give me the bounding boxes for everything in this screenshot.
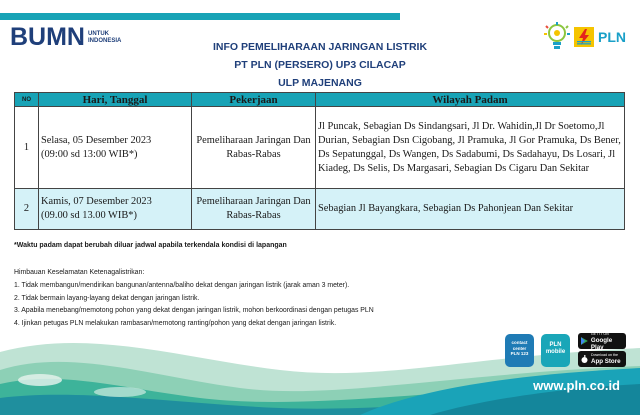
row-job: Pemeliharaan Jaringan Dan Rabas-Rabas bbox=[192, 189, 316, 230]
bumn-logo-subtext: UNTUK INDONESIA bbox=[88, 30, 122, 44]
play-store-icon bbox=[581, 337, 588, 345]
row-area: Sebagian Jl Bayangkara, Sebagian Ds Pahonjean Dan Sekitar bbox=[316, 189, 625, 230]
row-time: (09:00 sd 13:00 WIB*) bbox=[41, 148, 138, 160]
top-accent-bar bbox=[0, 13, 400, 20]
table-header-row bbox=[15, 93, 625, 107]
google-play-badge[interactable]: GET IT ON Google Play bbox=[578, 333, 626, 349]
header-area: Wilayah Padam bbox=[316, 93, 625, 107]
safety-item: 4. Ijinkan petugas PLN melakukan rambasan/memotong ranting/pohon yang dekat dengan jaringan listrik. bbox=[14, 320, 337, 328]
safety-heading: Himbauan Keselamatan Ketenagalistrikan: bbox=[14, 269, 145, 276]
schedule-note: *Waktu padam dapat berubah diluar jadwal apabila terkendala kondisi di lapangan bbox=[14, 242, 287, 249]
row-date-cell bbox=[39, 189, 192, 230]
page-title: INFO PEMELIHARAAN JARINGAN LISTRIK bbox=[212, 41, 428, 53]
table-row bbox=[15, 107, 625, 189]
unit-title: ULP MAJENANG bbox=[278, 77, 362, 89]
pln-mobile-app-icon[interactable]: PLN mobile bbox=[541, 334, 570, 367]
row-area: Jl Puncak, Sebagian Ds Sindangsari, Jl Dr. Wahidin,Jl Dr Soetomo,Jl Durian, Sebagian Dsn Cigobang, Jl Pramuka, Jl Gor Pramuka, Ds Bener, Ds Sepatunggal, Ds Wangen, Ds Sadabumi, Ds Sadahayu, Ds Losari, Jl Kiadeg, Ds Selis, Ds Margasari, Sebagian Ds Cigaru Dan Sekitar bbox=[316, 107, 625, 189]
bumn-logo-text: BUMN bbox=[10, 23, 85, 51]
header-date: Hari, Tanggal bbox=[39, 93, 192, 107]
row-date: Selasa, 05 Desember 2023 bbox=[41, 134, 152, 146]
safety-item: 1. Tidak membangun/mendirikan bangunan/antenna/baliho dekat dengan jaringan listrik (jarak aman 3 meter). bbox=[14, 281, 350, 289]
safety-item: 3. Apabila menebang/memotong pohon yang dekat dengan jaringan listrik, mohon berkoordinasi dengan petugas PLN bbox=[14, 307, 374, 315]
outage-schedule-table bbox=[14, 92, 625, 230]
header-job: Pekerjaan bbox=[192, 93, 316, 107]
header-no: NO bbox=[15, 93, 39, 107]
safety-item: 2. Tidak bermain layang-layang dekat dengan jaringan listrik. bbox=[14, 294, 200, 302]
app-store-badge[interactable]: Download on the App Store bbox=[578, 351, 626, 367]
contact-center-app-icon[interactable]: contact center PLN 123 bbox=[505, 334, 534, 367]
row-time: (09.00 sd 13.00 WIB*) bbox=[41, 210, 137, 221]
row-number: 2 bbox=[15, 189, 39, 230]
table-row bbox=[15, 189, 625, 230]
row-date-cell bbox=[39, 107, 192, 189]
row-date: Kamis, 07 Desember 2023 bbox=[41, 196, 152, 207]
apple-icon bbox=[581, 355, 588, 363]
row-number: 1 bbox=[15, 107, 39, 189]
company-title: PT PLN (PERSERO) UP3 CILACAP bbox=[234, 59, 406, 71]
pln-logo-text: PLN bbox=[598, 29, 626, 45]
row-job: Pemeliharaan Jaringan Dan Rabas-Rabas bbox=[192, 107, 316, 189]
website-link[interactable]: www.pln.co.id bbox=[533, 378, 620, 393]
